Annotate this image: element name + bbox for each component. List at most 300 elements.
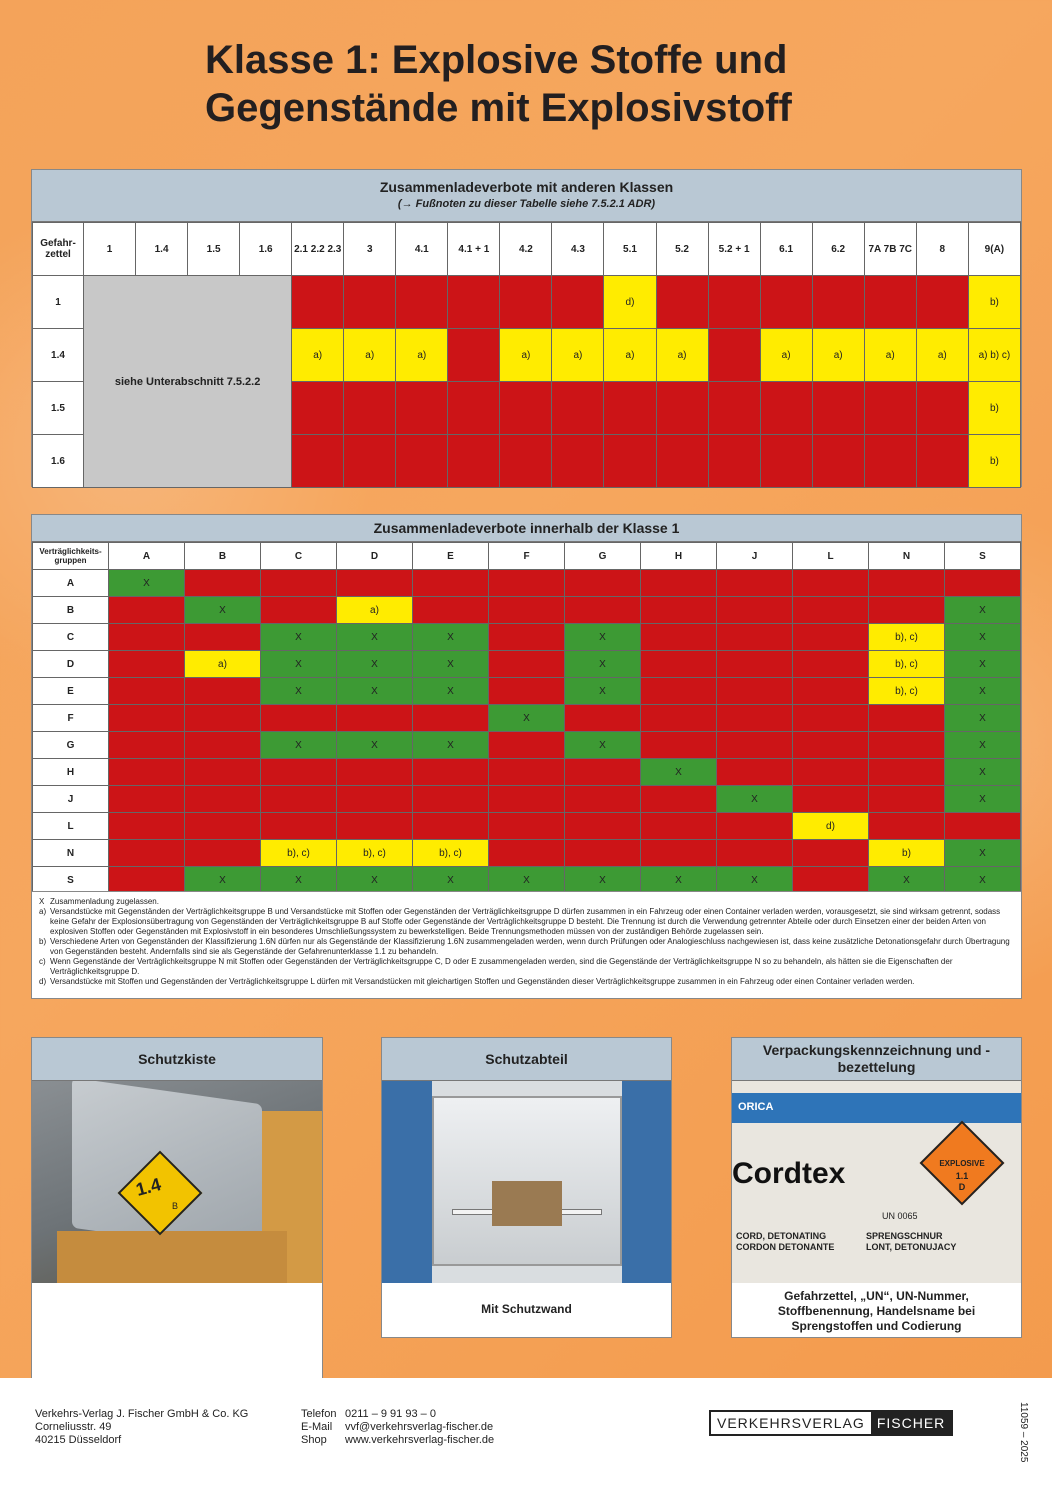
- row-header: A: [33, 570, 109, 597]
- table-cell: X: [261, 678, 337, 705]
- table-cell: X: [945, 867, 1021, 894]
- table-cell: [109, 624, 185, 651]
- table-cell: [641, 840, 717, 867]
- table-cell: [793, 678, 869, 705]
- table-cell: [413, 705, 489, 732]
- truck-door-right: [622, 1081, 671, 1283]
- explosive-label-text: EXPLOSIVE: [939, 1159, 985, 1168]
- table-cell: [413, 813, 489, 840]
- table-cell: [261, 759, 337, 786]
- table-cell: [109, 597, 185, 624]
- table-cell: [717, 597, 793, 624]
- footer-contact-values: [345, 1408, 494, 1447]
- table-cell: [641, 732, 717, 759]
- table-cell: X: [489, 867, 565, 894]
- table-cell: X: [945, 732, 1021, 759]
- table-cell: [793, 759, 869, 786]
- column-header: A: [109, 543, 185, 570]
- table-cell: [489, 624, 565, 651]
- table-cell: b): [968, 435, 1020, 488]
- wood-shelf-shape: [57, 1231, 287, 1283]
- column-header: 4.2: [500, 223, 552, 276]
- row-header: E: [33, 678, 109, 705]
- table-cell: [413, 786, 489, 813]
- hazard-label-number: 1.4: [133, 1174, 164, 1200]
- table-cell: [448, 435, 500, 488]
- table-cell: X: [945, 705, 1021, 732]
- table-cell: [489, 597, 565, 624]
- table-cell: X: [489, 705, 565, 732]
- table-cell: [793, 651, 869, 678]
- photo-panel-kennzeichnung: [731, 1037, 1022, 1338]
- table-cell: X: [337, 867, 413, 894]
- publisher-logo: [709, 1410, 953, 1436]
- table-cell: [793, 840, 869, 867]
- table-cell: [869, 597, 945, 624]
- table-cell: X: [337, 732, 413, 759]
- table-cell: [869, 705, 945, 732]
- column-header: 1.4: [136, 223, 188, 276]
- product-line2-pl: LONT, DETONUJACY: [866, 1242, 957, 1252]
- table-cell: [916, 382, 968, 435]
- table-cell: [717, 624, 793, 651]
- table-cell: [641, 813, 717, 840]
- table-cell: [717, 678, 793, 705]
- table-cell: [261, 813, 337, 840]
- table-cell: [396, 276, 448, 329]
- table-cell: b), c): [337, 840, 413, 867]
- table2-grid: [32, 542, 1021, 894]
- table-cell: X: [109, 570, 185, 597]
- table-cell: X: [565, 867, 641, 894]
- table-cell: [945, 570, 1021, 597]
- table-cell: [292, 435, 344, 488]
- table1-corner: Gefahr-zettel: [33, 223, 84, 276]
- footnote-key: X: [39, 897, 45, 906]
- table-row: [33, 813, 1021, 840]
- table-cell: X: [945, 651, 1021, 678]
- row-header: S: [33, 867, 109, 894]
- table-cell: [708, 329, 760, 382]
- table-cell: [109, 651, 185, 678]
- table-row: [33, 678, 1021, 705]
- logo-text-b: FISCHER: [871, 1412, 951, 1434]
- table-row: [33, 624, 1021, 651]
- table2-header: [32, 515, 1021, 542]
- table-cell: X: [337, 651, 413, 678]
- table-cell: [760, 276, 812, 329]
- table-cell: [656, 276, 708, 329]
- footer: [0, 1378, 1052, 1488]
- table-cell: X: [413, 624, 489, 651]
- row-header: D: [33, 651, 109, 678]
- column-header: G: [565, 543, 641, 570]
- table-cell: [185, 732, 261, 759]
- column-header: 1: [84, 223, 136, 276]
- table-cell: [489, 813, 565, 840]
- table-cell: X: [945, 597, 1021, 624]
- table-cell: X: [337, 624, 413, 651]
- table-cell: [604, 382, 656, 435]
- table-cell: b): [869, 840, 945, 867]
- table-cell: X: [945, 624, 1021, 651]
- table-cell: X: [945, 786, 1021, 813]
- column-header: L: [793, 543, 869, 570]
- photo3-title: Verpackungskennzeichnung und -bezettelung: [732, 1038, 1021, 1081]
- photo2-title: Schutzabteil: [382, 1038, 671, 1081]
- table-cell: [916, 276, 968, 329]
- footnote-item: [39, 937, 1014, 957]
- label-phone: Telefon: [301, 1408, 337, 1420]
- table-cell: [869, 759, 945, 786]
- table-cell: [185, 759, 261, 786]
- column-header: 5.2 + 1: [708, 223, 760, 276]
- table-row: [33, 276, 1021, 329]
- column-header: 2.1 2.2 2.3: [292, 223, 344, 276]
- column-header: B: [185, 543, 261, 570]
- hazard-label-group: B: [172, 1201, 179, 1211]
- label-shop: Shop: [301, 1434, 327, 1446]
- table-cell: [864, 435, 916, 488]
- table-cell: [869, 570, 945, 597]
- table-cell: [185, 624, 261, 651]
- table-row: [33, 867, 1021, 894]
- table-cell: [185, 840, 261, 867]
- table-cell: X: [565, 678, 641, 705]
- table-cell: [337, 813, 413, 840]
- table-cell: X: [337, 678, 413, 705]
- table-cell: [565, 597, 641, 624]
- table-cell: [337, 570, 413, 597]
- table-cell: [344, 382, 396, 435]
- table-cell: a): [185, 651, 261, 678]
- table-cell: X: [261, 867, 337, 894]
- table-cell: [489, 840, 565, 867]
- row-header: C: [33, 624, 109, 651]
- table-cell: [413, 759, 489, 786]
- table-cell: [489, 759, 565, 786]
- table-cell: [656, 382, 708, 435]
- table-cell: [413, 597, 489, 624]
- footnote-item: [39, 897, 1014, 907]
- table-cell: a): [337, 597, 413, 624]
- table-cell: [708, 276, 760, 329]
- table-cell: [109, 786, 185, 813]
- company-city: 40215 Düsseldorf: [35, 1434, 122, 1446]
- table2-corner: Verträglichkeits-gruppen: [33, 543, 109, 570]
- footnote-text: Zusammenladung zugelassen.: [50, 897, 159, 906]
- table-cell: X: [185, 867, 261, 894]
- photo2-caption: Mit Schutzwand: [481, 1302, 572, 1316]
- column-header: 5.2: [656, 223, 708, 276]
- table-cell: [708, 382, 760, 435]
- footnote-key: c): [39, 957, 46, 966]
- column-header: 4.3: [552, 223, 604, 276]
- column-header: 8: [916, 223, 968, 276]
- column-header: S: [945, 543, 1021, 570]
- explosive-label-division: 1.1: [955, 1171, 969, 1181]
- table-within-class1: [31, 514, 1022, 891]
- table-cell: [864, 276, 916, 329]
- product-line2-fr: CORDON DETONANTE: [736, 1242, 835, 1252]
- table-cell: [500, 382, 552, 435]
- table-cell: X: [261, 624, 337, 651]
- table-cell: [565, 570, 641, 597]
- table-cell: [109, 813, 185, 840]
- table-cell: a): [864, 329, 916, 382]
- table-cell: [793, 597, 869, 624]
- shop-link[interactable]: www.verkehrsverlag-fischer.de: [345, 1434, 495, 1446]
- table-cell: [760, 382, 812, 435]
- table-cell: [500, 276, 552, 329]
- table-cell: [793, 786, 869, 813]
- table1-grid: [32, 222, 1021, 488]
- table-cell: X: [641, 867, 717, 894]
- column-header: C: [261, 543, 337, 570]
- table-cell: [185, 705, 261, 732]
- table-cell: [344, 276, 396, 329]
- footnote-text: Versandstücke mit Stoffen und Gegenständen der Verträglichkeitsgruppe L dürfen mit Versandstücken mit gleichartigen Stoffen und Gegenständen dieser Verträglichkeitsgruppe zusammen in ein Fahrzeug oder einen Container verladen werden.: [50, 977, 915, 986]
- table-cell: [185, 678, 261, 705]
- table-row: [33, 597, 1021, 624]
- footer-contact-labels: [301, 1408, 336, 1447]
- table-cell: d): [604, 276, 656, 329]
- orica-logo: ORICA: [738, 1101, 774, 1113]
- table-cell: [641, 597, 717, 624]
- table-row: [33, 705, 1021, 732]
- logo-text-a: VERKEHRSVERLAG: [717, 1415, 865, 1431]
- table-cell: a): [344, 329, 396, 382]
- table-cell: X: [945, 759, 1021, 786]
- table-cell: [656, 435, 708, 488]
- column-header: 9(A): [968, 223, 1020, 276]
- cordtex-brand: Cordtex: [732, 1157, 846, 1190]
- row-header: F: [33, 705, 109, 732]
- column-header: N: [869, 543, 945, 570]
- row-header: 1.4: [33, 329, 84, 382]
- footer-company: [35, 1408, 248, 1447]
- table-cell: [489, 732, 565, 759]
- table-cell: [717, 732, 793, 759]
- table-cell: [413, 570, 489, 597]
- row-header: B: [33, 597, 109, 624]
- column-header: 3: [344, 223, 396, 276]
- footnotes: [31, 891, 1022, 999]
- table-row: [33, 570, 1021, 597]
- table-cell: [565, 840, 641, 867]
- table-cell: [641, 786, 717, 813]
- footnote-text: Versandstücke mit Gegenständen der Verträglichkeitsgruppe B und Versandstücke mit Stoffen oder Gegenständen der Verträglichkeitsgruppe D dürfen zusammen in ein Fahrzeug oder einen Container verladen werden, vorausgesetzt, sie sind wirksam getrennt, sodass keine Gefahr der Explosionsübertragung von Gegenständen der Verträglichkeitsgruppe B auf Stoffe oder Gegenstände der Verträglichkeitsgruppe D besteht. Die Trennung ist durch die Verwendung getrennter Abteile oder durch Einsetzen einer der beiden Arten von explosiven Stoffen oder Gegenständen mit Explosivstoff in ein besonderes Umschließungssystem zu bewerkstelligen. Beide Trennungsmethoden müssen von der zuständigen Behörde zugelassen sein.: [50, 907, 1001, 936]
- table-cell: b), c): [413, 840, 489, 867]
- table-cell: [337, 705, 413, 732]
- table-cell: [489, 678, 565, 705]
- table-row: [33, 786, 1021, 813]
- table-cell: [641, 678, 717, 705]
- product-line1-en: CORD, DETONATING: [736, 1231, 827, 1241]
- table-cell: [261, 786, 337, 813]
- table-cell: [793, 624, 869, 651]
- column-header: 6.2: [812, 223, 864, 276]
- table-cell: [552, 435, 604, 488]
- table-cell: X: [185, 597, 261, 624]
- footnote-key: b): [39, 937, 47, 946]
- column-header: D: [337, 543, 413, 570]
- table-cell: [109, 705, 185, 732]
- table-cell: [916, 435, 968, 488]
- label-email: E-Mail: [301, 1421, 333, 1433]
- table-cell: a): [656, 329, 708, 382]
- table-cell: [708, 435, 760, 488]
- table-cell: [552, 382, 604, 435]
- column-header: F: [489, 543, 565, 570]
- explosive-label-group: D: [958, 1182, 966, 1192]
- table-cell: [109, 759, 185, 786]
- row-header: H: [33, 759, 109, 786]
- column-header: 4.1: [396, 223, 448, 276]
- column-header: J: [717, 543, 793, 570]
- table-cell: [793, 867, 869, 894]
- table-cell: [344, 435, 396, 488]
- row-header: 1.6: [33, 435, 84, 488]
- column-header: 7A 7B 7C: [864, 223, 916, 276]
- table-row: [33, 651, 1021, 678]
- un-number: UN 0065: [882, 1211, 918, 1221]
- footnote-item: [39, 907, 1014, 937]
- table-cell: [292, 276, 344, 329]
- table-cell: [869, 786, 945, 813]
- photo-schutzkiste: [32, 1081, 322, 1283]
- table-row: [33, 732, 1021, 759]
- table-cell: [793, 705, 869, 732]
- table-cell: X: [413, 651, 489, 678]
- table-cell: X: [945, 678, 1021, 705]
- table-cell: [604, 435, 656, 488]
- table-cell: [717, 759, 793, 786]
- table-cell: X: [945, 840, 1021, 867]
- table-cell: X: [565, 732, 641, 759]
- table-other-classes: [31, 169, 1022, 487]
- table-cell: [489, 786, 565, 813]
- table-cell: [185, 570, 261, 597]
- table-cell: X: [413, 732, 489, 759]
- email-link[interactable]: vvf@verkehrsverlag-fischer.de: [345, 1421, 494, 1433]
- table-cell: [864, 382, 916, 435]
- table-cell: [945, 813, 1021, 840]
- footnote-item: [39, 977, 1014, 987]
- footnote-key: d): [39, 977, 47, 986]
- table-row: [33, 759, 1021, 786]
- table1-header: [32, 170, 1021, 222]
- photo-schutzabteil: [382, 1081, 671, 1283]
- product-line1-de: SPRENGSCHNUR: [866, 1231, 943, 1241]
- table-cell: [489, 570, 565, 597]
- column-header: 6.1: [760, 223, 812, 276]
- table2-title: Zusammenladeverbote innerhalb der Klasse 1: [373, 520, 680, 536]
- pallet-shape: [492, 1181, 562, 1226]
- table-cell: a): [760, 329, 812, 382]
- table-cell: [641, 705, 717, 732]
- table-cell: [109, 840, 185, 867]
- table-cell: [565, 786, 641, 813]
- table-cell: b): [968, 276, 1020, 329]
- table-cell: a): [292, 329, 344, 382]
- table-cell: [717, 705, 793, 732]
- table-cell: [261, 705, 337, 732]
- table-cell: X: [641, 759, 717, 786]
- row-header: G: [33, 732, 109, 759]
- column-header: E: [413, 543, 489, 570]
- table-cell: [337, 759, 413, 786]
- table-cell: X: [565, 624, 641, 651]
- table-cell: a): [500, 329, 552, 382]
- table-cell: [185, 813, 261, 840]
- table-cell: [869, 732, 945, 759]
- table-cell: [109, 867, 185, 894]
- table-cell: [489, 651, 565, 678]
- table-cell: [261, 570, 337, 597]
- row-header: 1.5: [33, 382, 84, 435]
- column-header: H: [641, 543, 717, 570]
- table-cell: [812, 382, 864, 435]
- table-cell: b), c): [869, 678, 945, 705]
- table-cell: X: [413, 867, 489, 894]
- column-header: 1.6: [240, 223, 292, 276]
- footnote-item: [39, 957, 1014, 977]
- table-cell: [185, 786, 261, 813]
- table1-title: Zusammenladeverbote mit anderen Klassen: [379, 179, 674, 195]
- footnote-key: a): [39, 907, 47, 916]
- table-cell: [812, 435, 864, 488]
- table-cell: a): [396, 329, 448, 382]
- table-cell: [717, 813, 793, 840]
- table-cell: a): [916, 329, 968, 382]
- table-cell: [261, 597, 337, 624]
- table-cell: X: [413, 678, 489, 705]
- table-cell: [641, 651, 717, 678]
- table-cell: d): [793, 813, 869, 840]
- table-cell: a): [604, 329, 656, 382]
- box-blue-band: [732, 1093, 1021, 1123]
- table-cell: [641, 570, 717, 597]
- company-street: Corneliusstr. 49: [35, 1421, 112, 1433]
- footnote-text: Verschiedene Arten von Gegenständen der Klassifizierung 1.6N dürfen nur als Gegenstände der Klassifizierung 1.6N zusammengeladen werden, wenn durch Prüfungen oder Analogieschluss nachgewiesen ist, dass keine zusätzliche Detonationsgefahr durch Übertragung von Gegenständen besteht. Andernfalls sind sie als Gegenstände der Gefahrenunterklasse 1.1 zu behandeln.: [50, 937, 1010, 956]
- table-cell: [641, 624, 717, 651]
- table-cell: [500, 435, 552, 488]
- table-cell: [565, 813, 641, 840]
- table-cell: [717, 570, 793, 597]
- row-header: L: [33, 813, 109, 840]
- table-cell: b), c): [869, 624, 945, 651]
- table-cell: [760, 435, 812, 488]
- table-cell: [396, 435, 448, 488]
- phone-number: 0211 – 9 91 93 – 0: [345, 1408, 436, 1420]
- gray-reference-cell: siehe Unterabschnitt 7.5.2.2: [84, 276, 292, 488]
- table-cell: X: [261, 651, 337, 678]
- table-cell: [337, 786, 413, 813]
- photo-panel-schutzabteil: [381, 1037, 672, 1338]
- table-cell: [448, 382, 500, 435]
- table-cell: [793, 732, 869, 759]
- photo-cordtex-box: [732, 1081, 1021, 1283]
- page-title: Klasse 1: Explosive Stoffe und Gegenstände mit Explosivstoff: [205, 38, 792, 130]
- company-name: Verkehrs-Verlag J. Fischer GmbH & Co. KG: [35, 1408, 249, 1420]
- table-cell: a): [812, 329, 864, 382]
- table-cell: b): [968, 382, 1020, 435]
- table-cell: a) b) c): [968, 329, 1020, 382]
- table-cell: X: [869, 867, 945, 894]
- table-cell: X: [261, 732, 337, 759]
- table-cell: [109, 678, 185, 705]
